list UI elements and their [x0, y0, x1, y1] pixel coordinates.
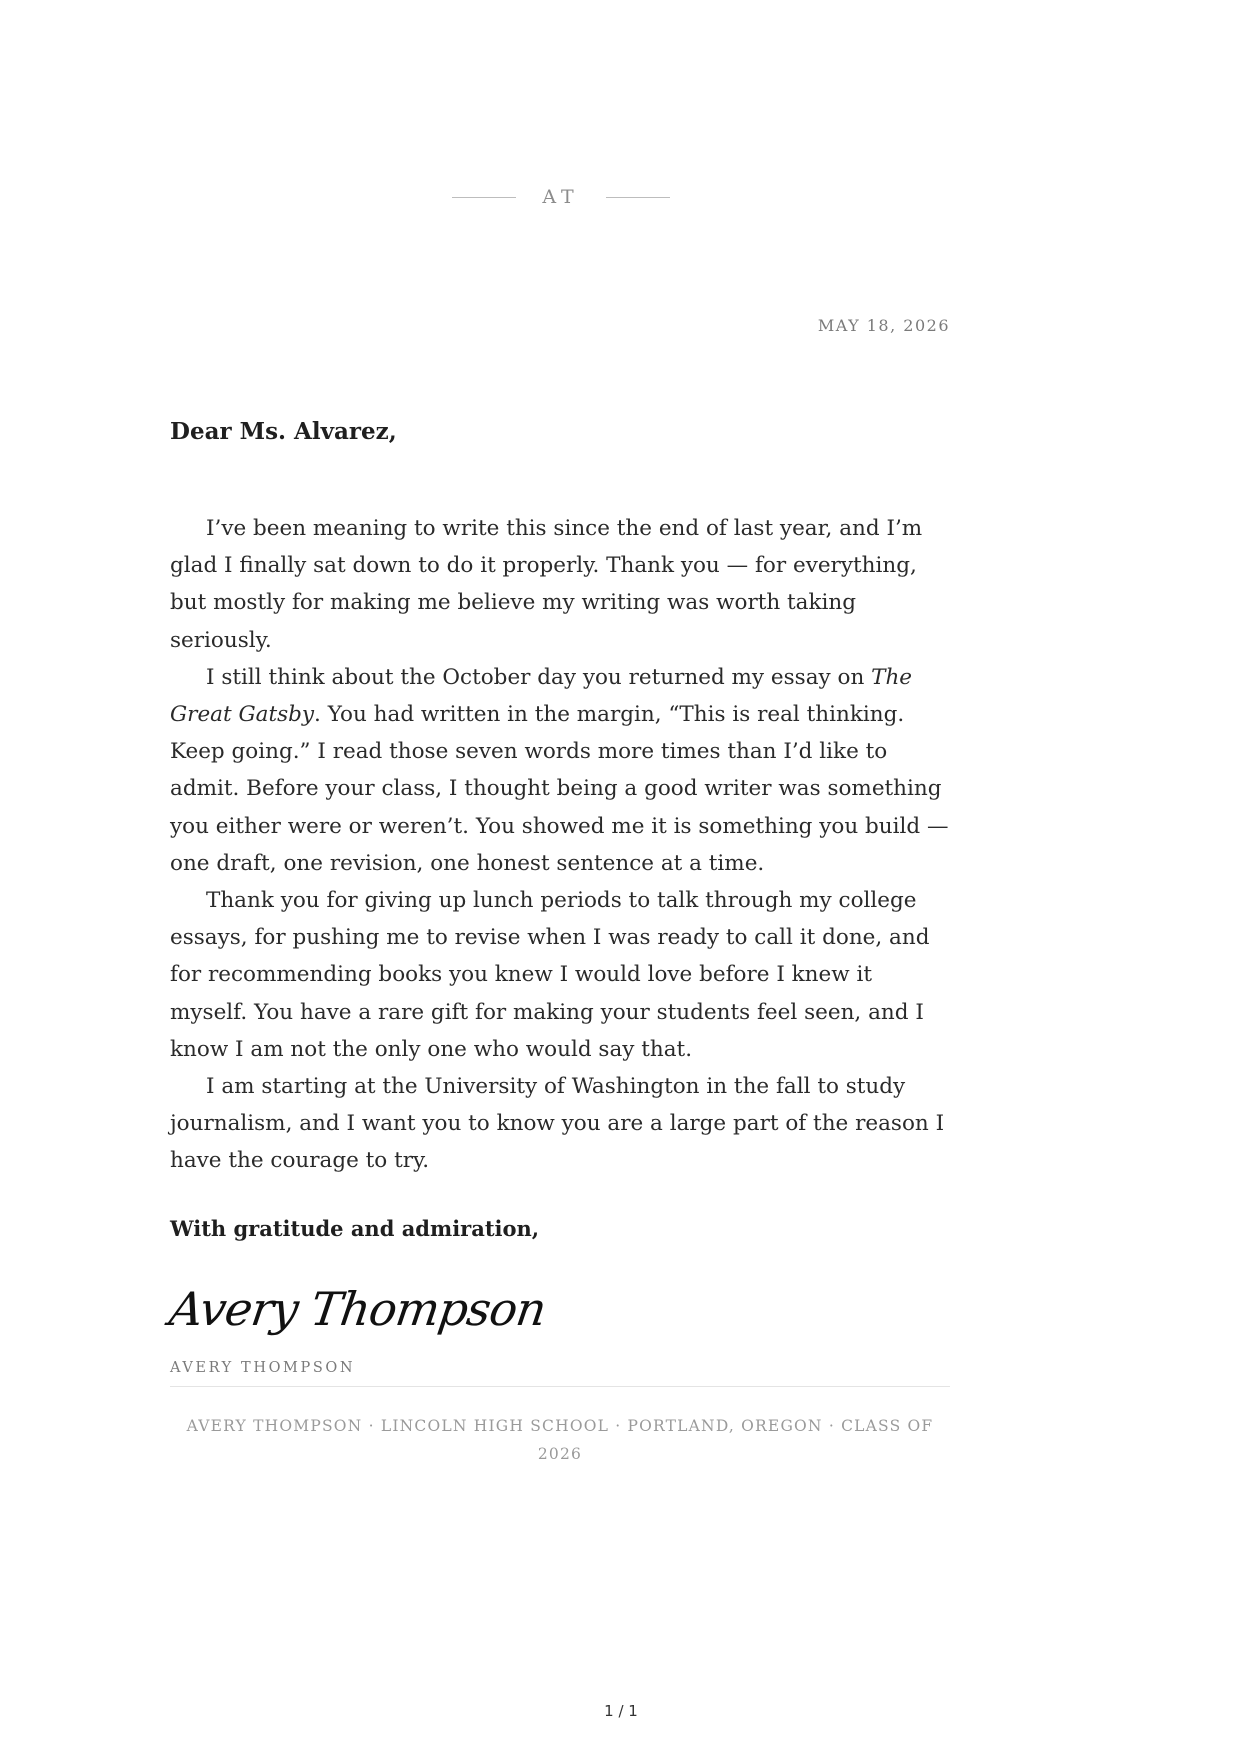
body-paragraph-2: [170, 659, 950, 882]
handwritten-signature: Avery Thompson: [166, 1282, 549, 1336]
salutation: Dear Ms. Alvarez,: [170, 418, 397, 445]
paragraph-2-text-after: . You had written in the margin, “This is real thinking. Keep going.” I read those seven words more times than I’d like to admit. Before your class, I thought being a good writer was something you either were or weren’t. You showed me it is something you build — one draft, one revision, one honest sentence at a time.: [170, 702, 949, 876]
footer-info: AVERY THOMPSON · LINCOLN HIGH SCHOOL · PORTLAND, OREGON · CLASS OF 2026: [186, 1417, 934, 1463]
signer-name: AVERY THOMPSON: [170, 1360, 356, 1376]
body-paragraph-1: I’ve been meaning to write this since the end of last year, and I’m glad I finally sat down to do it properly. Thank you — for everything, but mostly for making me believe my writing was worth taking seriously.: [170, 516, 923, 653]
body-paragraph-3: Thank you for giving up lunch periods to talk through my college essays, for pushing me to revise when I was ready to call it done, and for recommending books you knew I would love before I knew it myself. You have a rare gift for making your students feel seen, and I know I am not the only one who would say that.: [170, 888, 930, 1062]
monogram-header: [0, 186, 1122, 208]
book-title: The Great Gatsby: [170, 664, 913, 728]
letter-body: [170, 510, 950, 1180]
page-number: 1 / 1: [604, 1702, 638, 1720]
signature-divider: [170, 1386, 950, 1387]
body-paragraph-4: I am starting at the University of Washington in the fall to study journalism, and I want you to know you are a large part of the reason I have the courage to try.: [170, 1074, 945, 1174]
letter-date: MAY 18, 2026: [817, 316, 950, 335]
monogram-initials: AT: [542, 186, 580, 208]
monogram-rule-right: [606, 197, 670, 198]
closing-line: With gratitude and admiration,: [170, 1216, 540, 1241]
paragraph-2-text-before: I still think about the October day you returned my essay on: [206, 664, 872, 690]
monogram-rule-left: [452, 197, 516, 198]
